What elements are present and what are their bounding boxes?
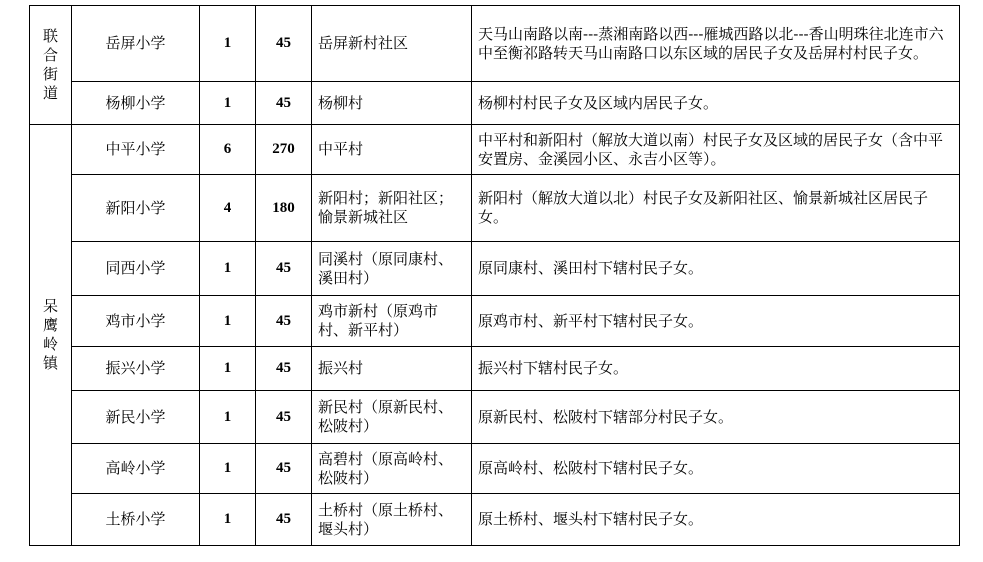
enrollment-range: 原新民村、松陂村下辖部分村民子女。 [472, 391, 960, 444]
school-name: 岳屏小学 [72, 6, 200, 82]
class-count: 1 [200, 347, 256, 391]
school-name: 杨柳小学 [72, 82, 200, 125]
enrollment-range: 原土桥村、堰头村下辖村民子女。 [472, 494, 960, 546]
community-name: 振兴村 [312, 347, 472, 391]
enrollment-range: 原鸡市村、新平村下辖村民子女。 [472, 296, 960, 347]
community-name: 高碧村（原高岭村、松陂村） [312, 444, 472, 494]
school-name: 土桥小学 [72, 494, 200, 546]
student-count: 45 [256, 391, 312, 444]
community-name: 土桥村（原土桥村、堰头村） [312, 494, 472, 546]
table-row [30, 296, 960, 347]
enrollment-range: 杨柳村村民子女及区域内居民子女。 [472, 82, 960, 125]
class-count: 4 [200, 175, 256, 242]
table-row [30, 82, 960, 125]
table-row [30, 347, 960, 391]
table-body [30, 6, 960, 546]
community-name: 岳屏新村社区 [312, 6, 472, 82]
student-count: 45 [256, 242, 312, 296]
enrollment-range: 原高岭村、松陂村下辖村民子女。 [472, 444, 960, 494]
class-count: 6 [200, 125, 256, 175]
student-count: 45 [256, 82, 312, 125]
school-name: 同西小学 [72, 242, 200, 296]
community-name: 同溪村（原同康村、溪田村） [312, 242, 472, 296]
enrollment-range: 原同康村、溪田村下辖村民子女。 [472, 242, 960, 296]
student-count: 45 [256, 444, 312, 494]
street-cell: 呆鹰岭镇 [30, 125, 72, 546]
community-name: 中平村 [312, 125, 472, 175]
school-name: 鸡市小学 [72, 296, 200, 347]
student-count: 45 [256, 296, 312, 347]
table-row [30, 242, 960, 296]
class-count: 1 [200, 444, 256, 494]
table-row [30, 391, 960, 444]
table-row [30, 6, 960, 82]
enrollment-range: 振兴村下辖村民子女。 [472, 347, 960, 391]
class-count: 1 [200, 296, 256, 347]
enrollment-table [29, 5, 960, 546]
community-name: 杨柳村 [312, 82, 472, 125]
class-count: 1 [200, 242, 256, 296]
student-count: 270 [256, 125, 312, 175]
community-name: 鸡市新村（原鸡市村、新平村） [312, 296, 472, 347]
class-count: 1 [200, 494, 256, 546]
student-count: 45 [256, 494, 312, 546]
school-name: 新民小学 [72, 391, 200, 444]
school-name: 高岭小学 [72, 444, 200, 494]
enrollment-range: 中平村和新阳村（解放大道以南）村民子女及区域的居民子女（含中平安置房、金溪园小区、永吉小区等）。 [472, 125, 960, 175]
student-count: 45 [256, 6, 312, 82]
class-count: 1 [200, 6, 256, 82]
student-count: 180 [256, 175, 312, 242]
class-count: 1 [200, 82, 256, 125]
school-name: 新阳小学 [72, 175, 200, 242]
class-count: 1 [200, 391, 256, 444]
street-cell: 联合街道 [30, 6, 72, 125]
enrollment-range: 新阳村（解放大道以北）村民子女及新阳社区、愉景新城社区居民子女。 [472, 175, 960, 242]
enrollment-range: 天马山南路以南---蒸湘南路以西---雁城西路以北---香山明珠往北连市六中至衡祁路转天马山南路口以东区域的居民子女及岳屏村村民子女。 [472, 6, 960, 82]
table-row [30, 444, 960, 494]
school-name: 中平小学 [72, 125, 200, 175]
table-row [30, 494, 960, 546]
community-name: 新阳村；新阳社区；愉景新城社区 [312, 175, 472, 242]
table-row [30, 125, 960, 175]
table-row [30, 175, 960, 242]
student-count: 45 [256, 347, 312, 391]
community-name: 新民村（原新民村、松陂村） [312, 391, 472, 444]
school-name: 振兴小学 [72, 347, 200, 391]
